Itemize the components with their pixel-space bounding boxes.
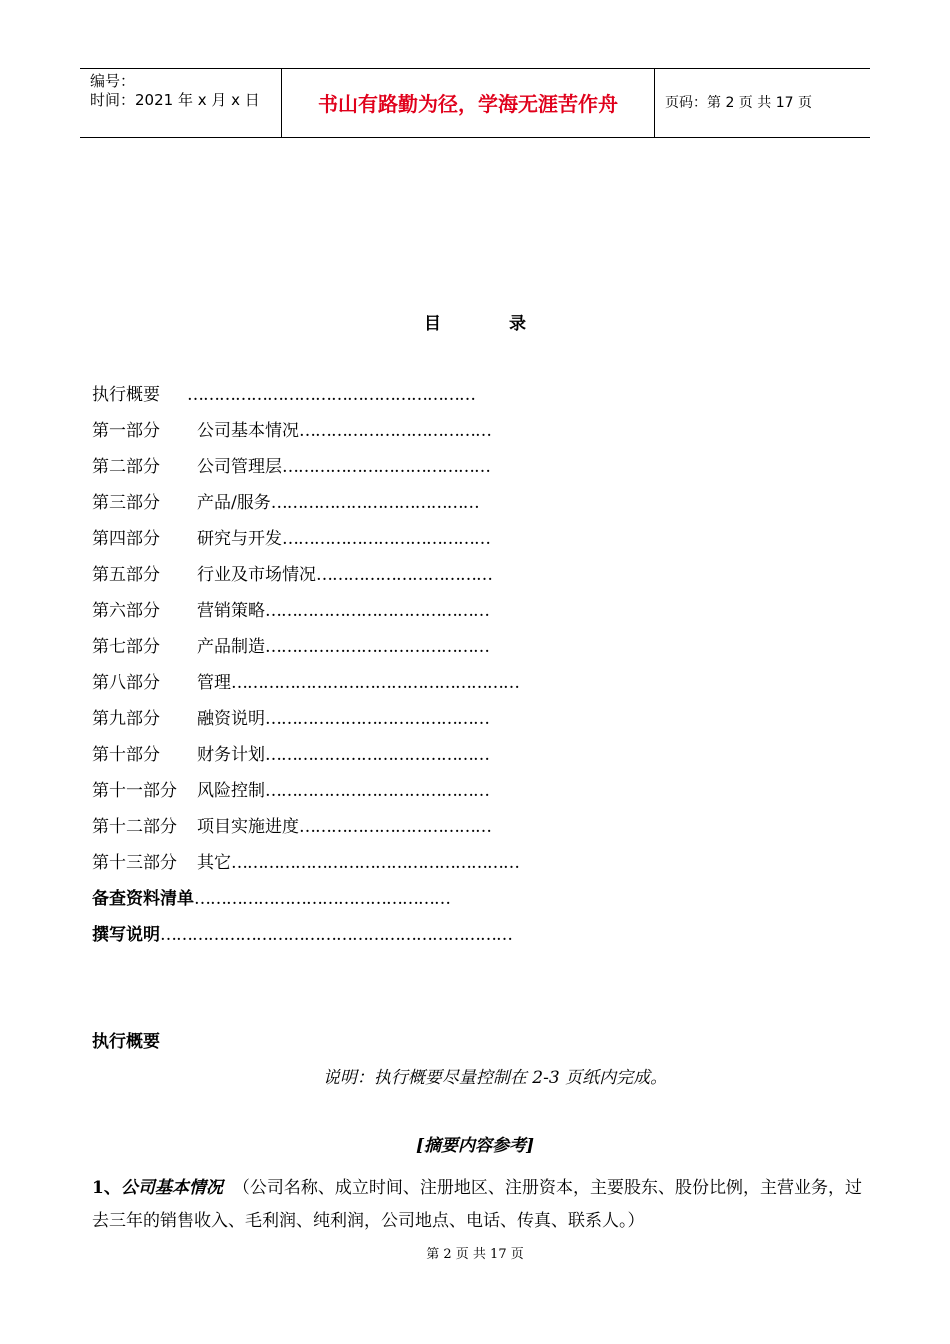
toc-entry[interactable] [92, 634, 792, 670]
toc-entry-label: 研究与开发………………………………… [197, 529, 490, 549]
table-of-contents [92, 382, 792, 958]
toc-entry-appendix[interactable] [92, 886, 792, 922]
header-center-cell [282, 69, 655, 137]
toc-entry-label: 公司管理层………………………………… [197, 457, 490, 477]
header-page-number: 页码：第 2 页 共 17 页 [665, 95, 812, 111]
toc-entry-number: 第四部分 [92, 529, 160, 549]
toc-entry-number: 第五部分 [92, 565, 160, 585]
toc-entry-label: 行业及市场情况…………………………… [197, 565, 492, 585]
paragraph-number: 1、 [92, 1178, 121, 1198]
toc-entry-label: 公司基本情况……………………………… [197, 421, 491, 441]
toc-entry-label: 管理……………………………………………… [197, 673, 519, 693]
toc-entry[interactable] [92, 706, 792, 742]
header-table [80, 68, 870, 138]
toc-entry[interactable] [92, 742, 792, 778]
toc-entry-number: 第十二部分 [92, 817, 177, 837]
toc-entry-number: 第六部分 [92, 601, 160, 621]
toc-title-left: 目 [424, 314, 441, 334]
header-left-cell [80, 69, 282, 137]
summary-reference: [摘要内容参考] [415, 1136, 535, 1156]
document-code: 编号： [90, 72, 136, 90]
toc-entry[interactable] [92, 598, 792, 634]
toc-entry[interactable] [92, 382, 792, 418]
toc-entry-number: 第十三部分 [92, 853, 177, 873]
paragraph-title: 公司基本情况 [120, 1178, 223, 1198]
toc-entry[interactable] [92, 670, 792, 706]
toc-entry[interactable] [92, 814, 792, 850]
toc-entry-number: 第八部分 [92, 673, 160, 693]
toc-title-right: 录 [509, 314, 526, 334]
toc-entry-number: 第十一部分 [92, 781, 177, 801]
toc-entry-number: 第二部分 [92, 457, 160, 477]
toc-entry-label: 其它……………………………………………… [197, 853, 519, 873]
toc-entry-label: 产品制造…………………………………… [197, 637, 489, 657]
toc-entry[interactable] [92, 526, 792, 562]
toc-entry-label: 产品/服务………………………………… [197, 493, 479, 513]
section-heading: 执行概要 [92, 1032, 160, 1052]
paragraph-company-info [92, 1172, 862, 1238]
header-motto: 书山有路勤为径，学海无涯苦作舟 [318, 92, 618, 116]
toc-entry[interactable] [92, 850, 792, 886]
document-date: 时间：2021 年 x 月 x 日 [90, 91, 260, 109]
toc-entry-number: 第十部分 [92, 745, 160, 765]
toc-entry-label: 项目实施进度……………………………… [197, 817, 491, 837]
header-right-cell [655, 69, 870, 137]
section-note: 说明：执行概要尽量控制在 2-3 页纸内完成。 [322, 1068, 668, 1088]
toc-entry-number: 第一部分 [92, 421, 160, 441]
toc-entry[interactable] [92, 418, 792, 454]
toc-entry-label: 融资说明…………………………………… [197, 709, 489, 729]
toc-entry-label: 营销策略…………………………………… [197, 601, 489, 621]
toc-entry-label: 执行概要 ……………………………………………… [92, 385, 475, 405]
toc-entry-number: 第三部分 [92, 493, 160, 513]
page-footer: 第 2 页 共 17 页 [426, 1247, 524, 1262]
toc-entry[interactable] [92, 778, 792, 814]
toc-entry-label: 财务计划…………………………………… [197, 745, 489, 765]
toc-entry-writing-notes[interactable] [92, 922, 792, 958]
paragraph-text: （公司名称、成立时间、注册地区、注册资本，主要股东、股份比例，主营业务，过去三年的销售收入、毛利润、纯利润，公司地点、电话、传真、联系人。） [92, 1178, 863, 1231]
toc-entry[interactable] [92, 454, 792, 490]
toc-entry[interactable] [92, 562, 792, 598]
toc-entry-number: 第七部分 [92, 637, 160, 657]
toc-title [0, 313, 950, 335]
toc-entry-number: 第九部分 [92, 709, 160, 729]
toc-entry-label: 风险控制…………………………………… [197, 781, 489, 801]
toc-entry[interactable] [92, 490, 792, 526]
toc-entry-label: 撰写说明………………………………………………………… [92, 925, 512, 945]
toc-entry-label: 备查资料清单………………………………………… [92, 889, 450, 909]
